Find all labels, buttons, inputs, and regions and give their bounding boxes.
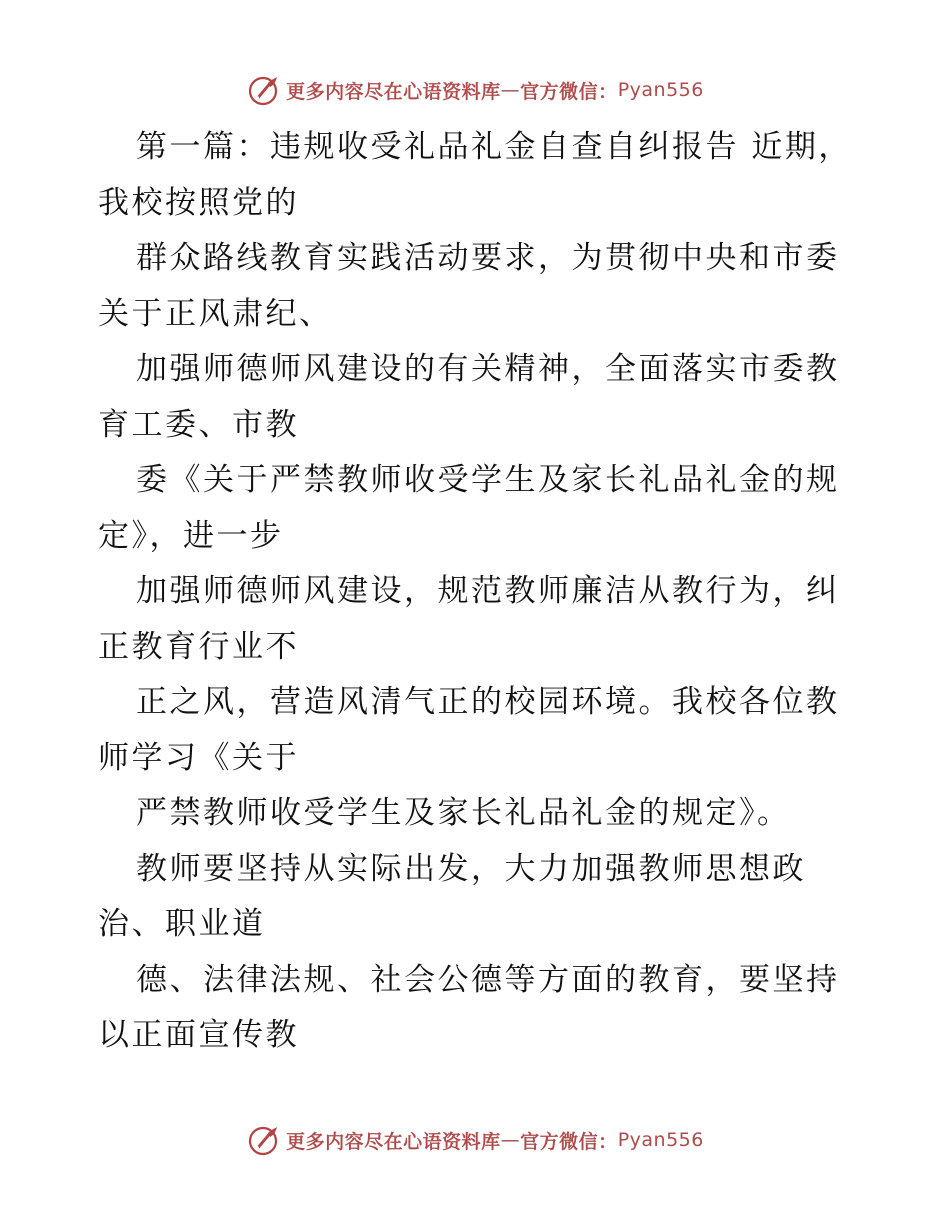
header-watermark <box>0 68 950 112</box>
paragraph-5: 加强师德师风建设，规范教师廉洁从教行为，纠正教育行业不 <box>98 573 840 665</box>
watermark-wechat-id: Pyan556 <box>617 79 704 101</box>
paragraph-3: 加强师德师风建设的有关精神，全面落实市委教育工委、市教 <box>98 351 840 443</box>
watermark-prefix-text: 更多内容尽在心语资料库 <box>286 1130 501 1153</box>
feather-pen-logo-icon <box>246 73 280 107</box>
paragraph-6: 正之风，营造风清气正的校园环境。我校各位教师学习《关于 <box>98 684 840 776</box>
paragraph-8: 教师要坚持从实际出发，大力加强教师思想政治、职业道 <box>98 850 806 942</box>
feather-pen-logo-icon <box>246 1123 280 1157</box>
document-body <box>98 120 868 1110</box>
watermark-separator: — <box>500 1129 521 1151</box>
paragraph-7: 严禁教师收受学生及家长礼品礼金的规定》。 <box>136 795 791 831</box>
paragraph-9: 德、法律法规、社会公德等方面的教育，要坚持以正面宣传教 <box>98 961 840 1053</box>
paragraph-2: 群众路线教育实践活动要求，为贯彻中央和市委关于正风肃纪、 <box>98 240 840 332</box>
watermark-separator: — <box>500 79 521 101</box>
watermark-wechat-id: Pyan556 <box>617 1129 704 1151</box>
paragraph-1: 第一篇：违规收受礼品礼金自查自纠报告 近期，我校按照党的 <box>98 129 852 221</box>
footer-watermark <box>0 1118 950 1162</box>
watermark-prefix-text: 更多内容尽在心语资料库 <box>286 80 501 103</box>
watermark-label: 官方微信： <box>520 1130 618 1153</box>
paragraph-4: 委《关于严禁教师收受学生及家长礼品礼金的规定》，进一步 <box>98 462 840 554</box>
watermark-label: 官方微信： <box>520 80 618 103</box>
